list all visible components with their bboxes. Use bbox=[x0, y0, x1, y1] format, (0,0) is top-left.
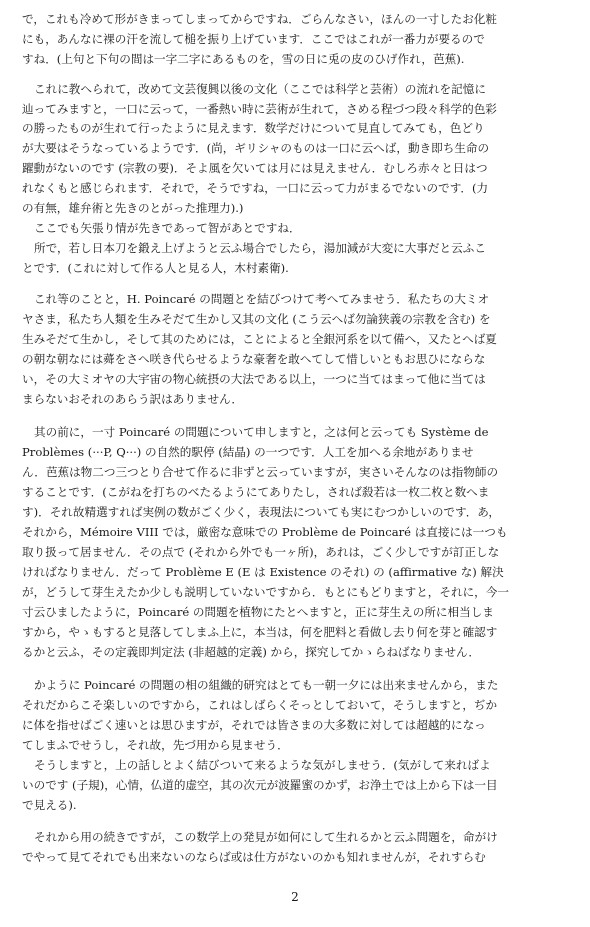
text-line: ここでも矢張り情が先きであって智があとですね． bbox=[34, 221, 301, 235]
text-line: ければなりません．だって Problème E (E は Existence のそれ) の (affirmative な) 解決 bbox=[22, 565, 504, 579]
text-line: が大要はそうなっているようです．(尚，ギリシャのものは一口に云へば，動き即ち生命の bbox=[22, 141, 490, 155]
text-line: そうしますと，上の話しとよく結びついて来るような気がしませう．(気がして来ればよ bbox=[34, 758, 491, 772]
text-line: とです．(これに対して作る人と見る人，木村素衛). bbox=[22, 261, 289, 275]
text-line: これに教へられて，改めて文芸復興以後の文化（ここでは科学と芸術）の流れを記憶に bbox=[34, 82, 486, 96]
text-line: すね．(上句と下句の間は一字二字にあるものを，雪の日に兎の皮のひげ作れ，芭蕉). bbox=[22, 52, 465, 66]
text-line: でやって見てそれでも出来ないのならば或は仕方がないのかも知れませんが，それすらむ bbox=[22, 850, 486, 864]
text-line: ん．芭蕉は物二つ三つとり合せて作るに非ずと云っていますが，実さいそんなのは指物師の bbox=[22, 465, 499, 479]
text-line: に体を指せばごく速いとは思ひますが，それでは皆さまの大多数に対しては超越的になっ bbox=[22, 718, 486, 732]
text-line: れなくもと感じられます．それで，そうですね，一口に云って力がまるでないのです．(力 bbox=[22, 181, 489, 195]
text-line: いのです (子規)，心情，仏道的虚空，其の次元が波羅蜜のかず，お浄土では上から下は一目 bbox=[22, 778, 498, 792]
text-line: することです．(こがねを打ちのべたるようにてありたし，されば殺若は一枚二枚と数へま bbox=[22, 485, 490, 499]
text-line: 躍動がないのです (宗教の要)．そよ風を欠いては月には見えません．むしろ赤々と日はつ bbox=[22, 161, 488, 175]
text-line: で，これも冷めて形がきまってしまってからですね．ごらんなさい，ほんの一寸したお化粧 bbox=[22, 12, 497, 26]
text-line: 寸云ひましたように，Poincaré の問題を植物にたとへますと，正に芽生えの所に相当しま bbox=[22, 605, 494, 619]
text-line: 所で，若し日本刀を鍛え上げようと云ふ場合でしたら，湯加減が大変に大事だと云ふこ bbox=[34, 241, 486, 255]
text-line: るかと云ふ，その定義即判定法 (非超越的定義) から，探究してかゝらねばなりません． bbox=[22, 645, 480, 659]
text-line: それから用の続きですが，この数学上の発見が如何にして生れるかと云ふ問題を，命がけ bbox=[34, 830, 498, 844]
text-line: 取り扱って居ません．その点で (それから外でも一ヶ所)，あれは，ごく少しですが訂正しな bbox=[22, 545, 500, 559]
text-line: それだからこそ楽しいのですから，これはしばらくそっとしておいて，そうしますと，ぢか bbox=[22, 698, 498, 712]
text-line: それから，Mémoire VIII では，厳密な意味での Problème de Poincaré は直接には一つも bbox=[22, 525, 508, 539]
text-line: これ等のことと，H. Poincaré の問題とを結びつけて考へてみませう．私たちの大ミオ bbox=[34, 292, 490, 306]
text-line: かように Poincaré の問題の相の組織的研究はとても一朝一夕には出来ませんから，また bbox=[34, 678, 499, 692]
page-number: 2 bbox=[291, 890, 299, 904]
text-line: 生みそだて生かし，そして其のためには，ことによると全銀河系を以て備へ，又たとへば夏 bbox=[22, 332, 497, 346]
text-line: Problèmes (···P, Q···) の自然的駅停 (結晶) の一つです．人工を加へる余地がありませ bbox=[22, 445, 474, 459]
text-line: の勝ったものが生れて行ったように見えます．数学だけについて見直してみても，色どり bbox=[22, 121, 485, 135]
text-line: で見える). bbox=[22, 798, 77, 812]
text-line: が，どうして芽生えたか少しも説明していないですから．もとにもどりますと，それに，今一 bbox=[22, 585, 509, 599]
text-line: まらないおそれのあらう訳はありません． bbox=[22, 392, 243, 406]
text-line: い，その大ミオヤの大宇宙の物心統摂の大法である以上，一つに当てはまって他に当ては bbox=[22, 372, 486, 386]
text-line: すから，やゝもすると見落してしまふ上に，本当は，何を肥料と看做し去り何を芽と確認す bbox=[22, 625, 498, 639]
text-line: にも，あんなに裸の汗を流して槌を振り上げています．ここではこれが一番力が要るので bbox=[22, 32, 485, 46]
text-line: てしまふでせうし，それ故，先づ用から見ませう． bbox=[22, 738, 289, 752]
text-line: 辿ってみますと，一口に云って，一番熱い時に芸術が生れて，さめる程づつ段々科学的色彩 bbox=[22, 102, 497, 116]
text-line: 其の前に，一寸 Poincaré の問題について申しますと，之は何と云っても Système de bbox=[34, 425, 489, 439]
text-line: の有無，雄弁術と先きのとがった推理力).) bbox=[22, 201, 244, 215]
text-line: ヤさま，私たち人類を生みそだて生かし又其の文化 (こう云へば勿論狭義の宗教を含む) を bbox=[22, 312, 491, 326]
text-line: す)．それ故精選すれば実例の数がごく少く，表現法についても実にむつかしいのです．あ， bbox=[22, 505, 501, 519]
text-line: の朝な朝なには蕣をさへ咲き代らせるような豪奢を敢へてして惜しいともお思ひにならな bbox=[22, 352, 486, 366]
